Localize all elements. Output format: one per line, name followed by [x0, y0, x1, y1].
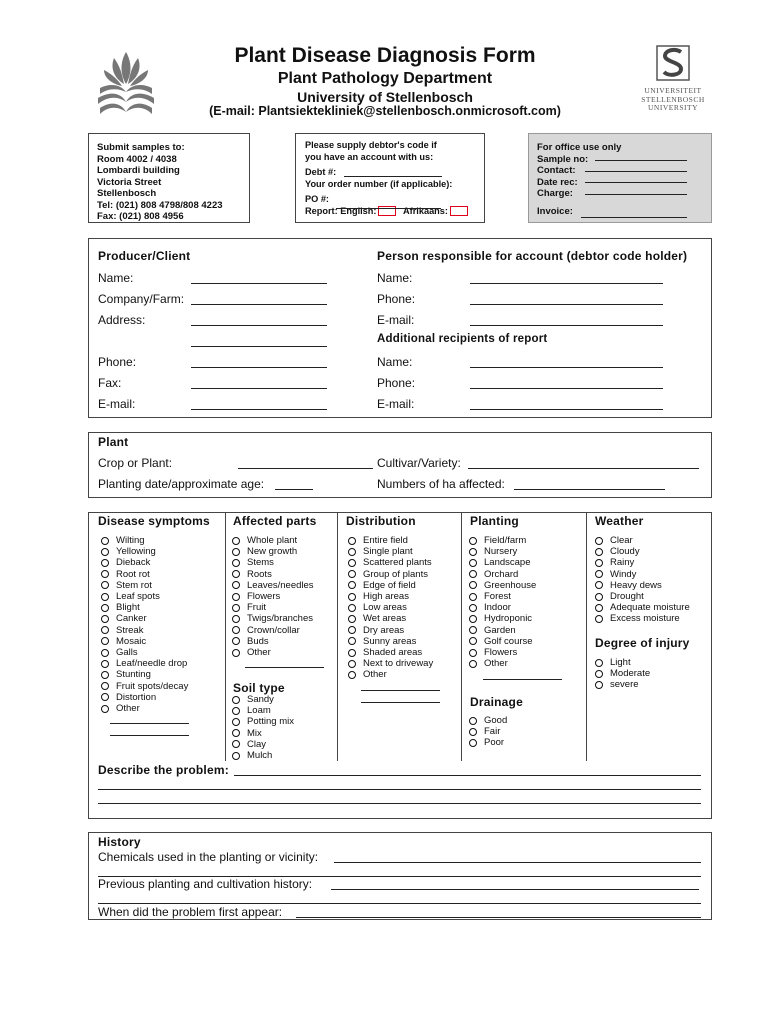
distribution-option[interactable]: Next to driveway — [346, 658, 433, 669]
symptom-option[interactable]: Yellowing — [99, 546, 188, 557]
planting-option[interactable]: Greenhouse — [467, 580, 536, 591]
po-field[interactable] — [336, 208, 441, 209]
planting-other-field[interactable] — [483, 679, 562, 680]
weather-option[interactable]: Adequate moisture — [593, 602, 690, 613]
distribution-option[interactable]: Low areas — [346, 602, 433, 613]
symptom-option[interactable]: Mosaic — [99, 636, 188, 647]
part-option[interactable]: Crown/collar — [230, 625, 314, 636]
logo-line-1: UNIVERSITEIT — [644, 86, 702, 95]
contact-field[interactable] — [585, 171, 687, 172]
part-option[interactable]: Buds — [230, 636, 314, 647]
planting-title: Planting — [470, 514, 519, 528]
part-option[interactable]: Leaves/needles — [230, 580, 314, 591]
distribution-option[interactable]: Dry areas — [346, 625, 433, 636]
report-english-label: Report: English: — [305, 205, 377, 216]
describe-field-3[interactable] — [98, 803, 701, 804]
submit-line: Victoria Street — [97, 176, 162, 188]
part-other-field[interactable] — [245, 667, 324, 668]
producer-address-field[interactable] — [191, 325, 327, 326]
distribution-other-field-2[interactable] — [361, 702, 440, 703]
when-field[interactable] — [296, 917, 701, 918]
responsible-email-label: E-mail: — [377, 313, 415, 327]
university-name: University of Stellenbosch — [297, 89, 473, 105]
divider — [586, 512, 587, 761]
responsible-title: Person responsible for account (debtor code holder) — [377, 249, 688, 263]
responsible-phone-label: Phone: — [377, 292, 416, 306]
date-field[interactable] — [585, 182, 687, 183]
producer-name-field[interactable] — [191, 283, 327, 284]
distribution-list — [346, 535, 433, 681]
soil-option[interactable]: Clay — [230, 739, 294, 750]
symptom-option[interactable]: Other — [99, 703, 188, 714]
planting-date-field[interactable] — [275, 489, 313, 490]
previous-field[interactable] — [331, 889, 699, 890]
ha-affected-label: Numbers of ha affected: — [377, 477, 505, 491]
divider — [337, 512, 338, 761]
crop-field[interactable] — [238, 468, 373, 469]
part-option[interactable]: Other — [230, 647, 314, 658]
plant-title: Plant — [98, 435, 129, 449]
distribution-option[interactable]: Wet areas — [346, 613, 433, 624]
symptom-option[interactable]: Wilting — [99, 535, 188, 546]
symptom-option[interactable]: Distortion — [99, 692, 188, 703]
crop-label: Crop or Plant: — [98, 456, 173, 470]
producer-company-label: Company/Farm: — [98, 292, 185, 306]
symptom-option[interactable]: Root rot — [99, 569, 188, 580]
planting-option[interactable]: Landscape — [467, 557, 536, 568]
distribution-option[interactable]: Edge of field — [346, 580, 433, 591]
weather-option[interactable]: Rainy — [593, 557, 690, 568]
contact-label: Contact: — [537, 165, 576, 176]
additional-email-label: E-mail: — [377, 397, 415, 411]
producer-name-label: Name: — [98, 271, 134, 285]
planting-option[interactable]: Nursery — [467, 546, 536, 557]
weather-option[interactable]: Heavy dews — [593, 580, 690, 591]
producer-fax-label: Fax: — [98, 376, 122, 390]
symptom-option[interactable]: Stunting — [99, 669, 188, 680]
invoice-label: Invoice: — [537, 205, 573, 217]
previous-label: Previous planting and cultivation history: — [98, 877, 313, 891]
cultivar-field[interactable] — [468, 468, 699, 469]
part-option[interactable]: Stems — [230, 557, 314, 568]
weather-option[interactable]: Windy — [593, 569, 690, 580]
submit-line: Tel: (021) 808 4798/808 4223 — [97, 199, 223, 211]
weather-option[interactable]: Drought — [593, 591, 690, 602]
producer-fax-field[interactable] — [191, 388, 327, 389]
distribution-option[interactable]: Shaded areas — [346, 647, 433, 658]
drainage-title: Drainage — [470, 695, 523, 709]
charge-label: Charge: — [537, 188, 573, 199]
contact-email: (E-mail: Plantsiektekliniek@stellenbosch.onmicrosoft.com) — [209, 104, 561, 118]
planting-option[interactable]: Orchard — [467, 569, 536, 580]
cultivar-label: Cultivar/Variety: — [377, 456, 461, 470]
chemicals-field[interactable] — [334, 862, 701, 863]
symptom-option[interactable]: Dieback — [99, 557, 188, 568]
responsible-name-field[interactable] — [470, 283, 663, 284]
soil-option[interactable]: Potting mix — [230, 716, 294, 727]
weather-option[interactable]: Clear — [593, 535, 690, 546]
part-option[interactable]: Roots — [230, 569, 314, 580]
producer-phone-field[interactable] — [191, 367, 327, 368]
distribution-option[interactable]: Group of plants — [346, 569, 433, 580]
symptom-option[interactable]: Streak — [99, 625, 188, 636]
invoice-field[interactable] — [581, 217, 687, 218]
distribution-other-field[interactable] — [361, 690, 440, 691]
distribution-title: Distribution — [346, 514, 416, 528]
weather-option[interactable]: Cloudy — [593, 546, 690, 557]
client-section — [88, 238, 712, 418]
symptom-option[interactable]: Fruit spots/decay — [99, 681, 188, 692]
po-label: PO #: — [305, 194, 329, 204]
producer-email-field[interactable] — [191, 409, 327, 410]
debtor-line-1: Please supply debtor's code if — [305, 140, 437, 150]
logo-line-2: STELLENBOSCH — [641, 94, 705, 104]
soil-option[interactable]: Mix — [230, 728, 294, 739]
injury-list — [593, 657, 650, 691]
additional-name-label: Name: — [377, 355, 413, 369]
injury-option[interactable]: Moderate — [593, 668, 650, 679]
symptom-option[interactable]: Stem rot — [99, 580, 188, 591]
injury-option[interactable]: Light — [593, 657, 650, 668]
soil-option[interactable]: Mulch — [230, 750, 294, 761]
planting-option[interactable]: Forest — [467, 591, 536, 602]
symptom-other-field-2[interactable] — [110, 735, 189, 736]
symptoms-title: Disease symptoms — [98, 514, 210, 528]
describe-field[interactable] — [234, 775, 701, 776]
office-use-box — [528, 133, 712, 223]
additional-phone-field[interactable] — [470, 388, 663, 389]
charge-field[interactable] — [585, 194, 687, 195]
planting-option[interactable]: Indoor — [467, 602, 536, 613]
divider — [461, 512, 462, 761]
part-option[interactable]: Whole plant — [230, 535, 314, 546]
chemicals-label: Chemicals used in the planting or vicinity: — [98, 850, 319, 864]
distribution-option[interactable]: High areas — [346, 591, 433, 602]
order-label: Your order number (if applicable): — [305, 178, 453, 189]
department: Plant Pathology Department — [277, 70, 493, 87]
weather-title: Weather — [595, 514, 644, 528]
divider — [225, 512, 226, 761]
responsible-email-field[interactable] — [470, 325, 663, 326]
planting-option[interactable]: Golf course — [467, 636, 536, 647]
submit-line: Stellenbosch — [97, 188, 157, 199]
injury-option[interactable]: severe — [593, 679, 650, 690]
producer-title: Producer/Client — [98, 249, 191, 263]
drainage-option[interactable]: Good — [467, 715, 507, 726]
planting-list — [467, 535, 536, 669]
planting-option[interactable]: Field/farm — [467, 535, 536, 546]
symptoms-list — [99, 535, 188, 714]
weather-list — [593, 535, 690, 625]
distribution-option[interactable]: Single plant — [346, 546, 433, 557]
parts-title: Affected parts — [233, 514, 317, 528]
sample-field[interactable] — [595, 160, 687, 161]
symptom-option[interactable]: Leaf/needle drop — [99, 658, 188, 669]
drainage-option[interactable]: Fair — [467, 726, 507, 737]
planting-option[interactable]: Other — [467, 658, 536, 669]
responsible-name-label: Name: — [377, 271, 413, 285]
planting-option[interactable]: Flowers — [467, 647, 536, 658]
responsible-phone-field[interactable] — [470, 304, 663, 305]
symptom-option[interactable]: Canker — [99, 613, 188, 624]
form-title: Plant Disease Diagnosis Form — [234, 44, 536, 67]
drainage-list — [467, 715, 507, 749]
producer-address-field-2[interactable] — [191, 346, 327, 347]
additional-phone-label: Phone: — [377, 376, 416, 390]
producer-address-label: Address: — [98, 313, 146, 327]
history-title: History — [98, 835, 141, 849]
office-title: For office use only — [537, 142, 622, 153]
soil-option[interactable]: Sandy — [230, 694, 294, 705]
additional-recipients-title: Additional recipients of report — [377, 333, 548, 345]
weather-option[interactable]: Excess moisture — [593, 613, 690, 624]
submit-samples-box — [88, 133, 250, 223]
submit-line: Fax: (021) 808 4956 — [97, 211, 184, 222]
planting-date-label: Planting date/approximate age: — [98, 477, 265, 491]
debtor-box — [295, 133, 485, 223]
part-option[interactable]: Twigs/branches — [230, 613, 314, 624]
producer-phone-label: Phone: — [98, 355, 137, 369]
planting-option[interactable]: Garden — [467, 625, 536, 636]
afrikaans-checkbox[interactable] — [450, 206, 468, 216]
sample-label: Sample no: — [537, 153, 589, 165]
distribution-option[interactable]: Sunny areas — [346, 636, 433, 647]
when-label: When did the problem first appear: — [98, 905, 283, 919]
symptom-option[interactable]: Galls — [99, 647, 188, 658]
drainage-option[interactable]: Poor — [467, 737, 507, 748]
logo-line-3: UNIVERSITY — [648, 103, 698, 112]
describe-field-2[interactable] — [98, 789, 701, 790]
ha-affected-field[interactable] — [514, 489, 665, 490]
soil-title: Soil type — [233, 681, 285, 695]
describe-label: Describe the problem: — [98, 763, 229, 777]
producer-company-field[interactable] — [191, 304, 327, 305]
submit-line: Submit samples to: — [97, 142, 185, 153]
debt-field[interactable] — [344, 176, 442, 177]
additional-name-field[interactable] — [470, 367, 663, 368]
producer-email-label: E-mail: — [98, 397, 136, 411]
distribution-option[interactable]: Scattered plants — [346, 557, 433, 568]
debtor-line-2: you have an account with us: — [305, 151, 434, 162]
previous-field-2[interactable] — [98, 903, 701, 904]
symptom-option[interactable]: Leaf spots — [99, 591, 188, 602]
part-option[interactable]: New growth — [230, 546, 314, 557]
debt-label: Debt #: — [305, 167, 337, 177]
report-afrikaans-label: Afrikaans: — [403, 205, 448, 216]
date-label: Date rec: — [537, 176, 578, 188]
soil-option[interactable]: Loam — [230, 705, 294, 716]
symptom-other-field[interactable] — [110, 723, 189, 724]
distribution-option[interactable]: Entire field — [346, 535, 433, 546]
submit-line: Room 4002 / 4038 — [97, 153, 177, 165]
distribution-option[interactable]: Other — [346, 669, 433, 680]
planting-option[interactable]: Hydroponic — [467, 613, 536, 624]
injury-title: Degree of injury — [595, 636, 690, 650]
part-option[interactable]: Flowers — [230, 591, 314, 602]
symptom-option[interactable]: Blight — [99, 602, 188, 613]
parts-list — [230, 535, 314, 658]
additional-email-field[interactable] — [470, 409, 663, 410]
submit-line: Lombardi building — [97, 165, 180, 176]
part-option[interactable]: Fruit — [230, 602, 314, 613]
soil-list — [230, 694, 294, 761]
